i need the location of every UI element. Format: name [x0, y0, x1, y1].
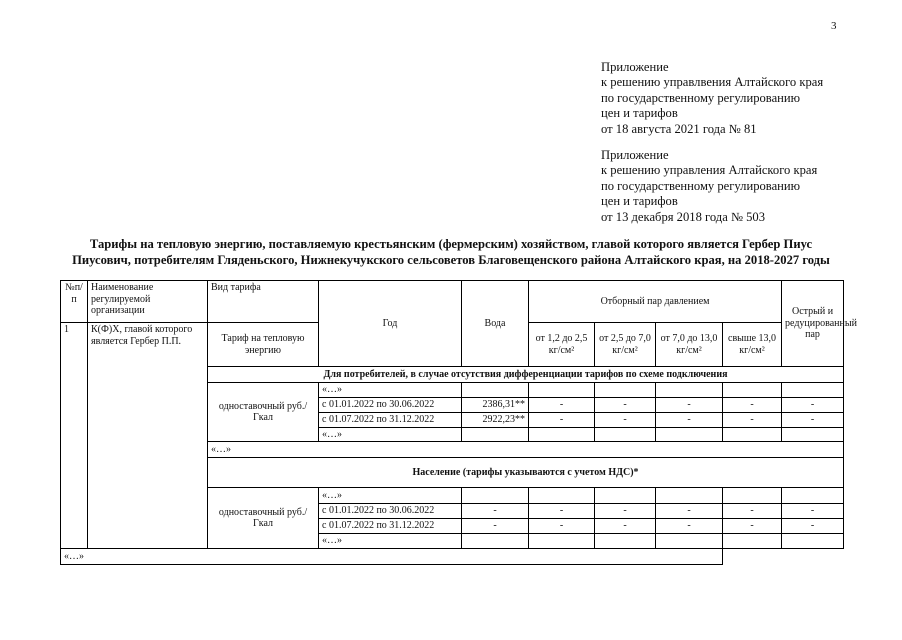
header-num: №п/п: [61, 281, 88, 323]
header-year: Год: [319, 281, 462, 367]
sharp-steam-value: -: [782, 397, 844, 412]
appendix-line: от 13 декабря 2018 года № 503: [601, 209, 766, 224]
sharp-steam-value: -: [782, 519, 844, 534]
steam-1-value: -: [529, 504, 595, 519]
appendix-line: Приложение: [601, 148, 669, 162]
tariff-table: [60, 280, 857, 565]
steam-3-value: -: [656, 504, 723, 519]
steam-2-value: -: [595, 412, 656, 427]
steam-3-value: -: [656, 397, 723, 412]
appendix-line: к решению управлвения Алтайского края: [601, 75, 824, 90]
period-cell: с 01.07.2022 по 31.12.2022: [319, 412, 462, 427]
period-cell: с 01.01.2022 по 30.06.2022: [319, 504, 462, 519]
section-1-title: Для потребителей, в случае отсутствия дифференциации тарифов по схеме подключения: [208, 367, 844, 383]
appendix-line: цен и тарифов: [601, 106, 678, 121]
ellipsis-cell: «…»: [319, 488, 462, 504]
appendix-line: по государственному регулированию: [601, 178, 801, 193]
steam-2-value: -: [595, 519, 656, 534]
header-org: Наименование регулируемой организации: [88, 281, 208, 323]
header-steam-3: от 7,0 до 13,0 кг/см²: [656, 323, 723, 367]
appendix-line: цен и тарифов: [601, 194, 678, 209]
header-steam-1: от 1,2 до 2,5 кг/см²: [529, 323, 595, 367]
header-sharp-steam: Острый и редуцированный пар: [782, 281, 844, 367]
document-title: [40, 236, 862, 268]
header-water: Вода: [462, 281, 529, 367]
steam-4-value: -: [723, 504, 782, 519]
appendix-line: к решению управления Алтайского края: [601, 163, 818, 178]
period-cell: с 01.01.2022 по 30.06.2022: [319, 397, 462, 412]
steam-4-value: -: [723, 412, 782, 427]
ellipsis-cell: «…»: [319, 427, 462, 442]
water-value: -: [462, 504, 529, 519]
steam-1-value: -: [529, 412, 595, 427]
tariff-heat-energy: Тариф на тепловую энергию: [208, 323, 319, 367]
org-number: 1: [61, 323, 88, 549]
header-steam: Отборный пар давлением: [529, 281, 782, 323]
sharp-steam-value: -: [782, 412, 844, 427]
steam-4-value: -: [723, 519, 782, 534]
steam-2-value: -: [595, 504, 656, 519]
period-cell: с 01.07.2022 по 31.12.2022: [319, 519, 462, 534]
steam-1-value: -: [529, 397, 595, 412]
org-name: К(Ф)Х, главой которого является Гербер П.П.: [88, 323, 208, 549]
ellipsis-cell: «…»: [208, 442, 844, 458]
steam-3-value: -: [656, 412, 723, 427]
page-number: 3: [831, 20, 837, 32]
header-steam-4: свыше 13,0 кг/см²: [723, 323, 782, 367]
appendix-block-1: [601, 60, 823, 137]
section-1-tariff-label: одноставочный руб./Гкал: [208, 383, 319, 442]
appendix-block-2: [601, 148, 817, 225]
steam-3-value: -: [656, 519, 723, 534]
header-row-1: [61, 281, 844, 323]
title-line-1: Тарифы на тепловую энергию, поставляемую крестьянским (фермерским) хозяйством, главой которого является Гербер Пиус: [89, 237, 813, 251]
section-2-tariff-label: одноставочный руб./Гкал: [208, 488, 319, 549]
header-tariff-type: Вид тарифа: [208, 281, 319, 323]
steam-4-value: -: [723, 397, 782, 412]
steam-1-value: -: [529, 519, 595, 534]
table-row: [61, 549, 844, 565]
steam-2-value: -: [595, 397, 656, 412]
water-value: 2386,31**: [462, 397, 529, 412]
water-value: -: [462, 519, 529, 534]
ellipsis-cell: «…»: [61, 549, 723, 565]
section-2-title: Население (тарифы указываются с учетом НДС)*: [208, 458, 844, 488]
appendix-line: по государственному регулированию: [601, 90, 801, 105]
appendix-line: от 18 августа 2021 года № 81: [601, 121, 757, 136]
ellipsis-cell: «…»: [319, 383, 462, 398]
water-value: 2922,23**: [462, 412, 529, 427]
appendix-line: Приложение: [601, 60, 669, 74]
ellipsis-cell: «…»: [319, 534, 462, 549]
title-line-2: Пиусович, потребителям Гляденьского, Нижнекучукского сельсоветов Благовещенского района Алтайского края, на 2018-2027 годы: [72, 253, 830, 267]
header-steam-2: от 2,5 до 7,0 кг/см²: [595, 323, 656, 367]
sharp-steam-value: -: [782, 504, 844, 519]
